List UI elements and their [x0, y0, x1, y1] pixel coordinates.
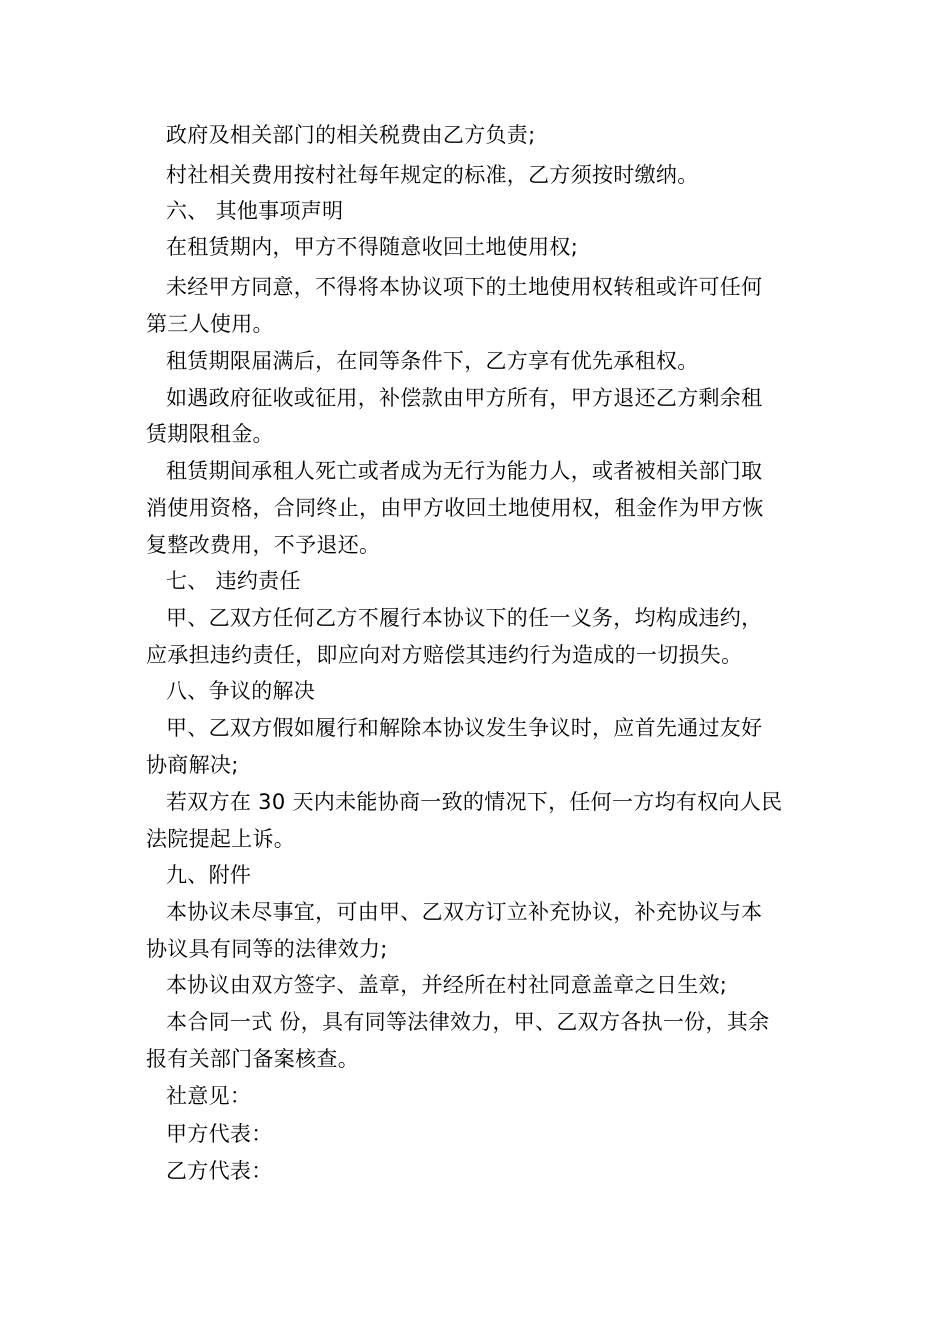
paragraph-line: 租赁期限届满后，在同等条件下，乙方享有优先承租权。: [166, 349, 699, 373]
paragraph-line: 如遇政府征收或征用，补偿款由甲方所有，甲方退还乙方剩余租: [166, 386, 763, 410]
paragraph-line: 协议具有同等的法律效力;: [146, 937, 388, 961]
paragraph-line: 报有关部门备案核查。: [146, 1047, 359, 1071]
paragraph-line: 法院提起上诉。: [146, 827, 296, 851]
section-heading: 六、 其他事项声明: [166, 199, 344, 223]
signature-label-village: 社意见：: [166, 1084, 252, 1108]
paragraph-line: 第三人使用。: [146, 312, 274, 336]
section-heading: 八、争议的解决: [166, 679, 316, 703]
paragraph-line: 赁期限租金。: [146, 422, 274, 446]
paragraph-line: 甲、乙双方假如履行和解除本协议发生争议时，应首先通过友好: [166, 716, 763, 740]
paragraph-line: 政府及相关部门的相关税费由乙方负责;: [166, 123, 536, 147]
signature-label-party-b: 乙方代表：: [166, 1159, 273, 1183]
paragraph-line: 本协议未尽事宜，可由甲、乙双方订立补充协议，补充协议与本: [166, 900, 763, 924]
section-heading: 七、 违约责任: [166, 569, 301, 593]
paragraph-line: 本合同一式 份，具有同等法律效力，甲、乙双方各执一份，其余: [166, 1010, 770, 1034]
paragraph-line: 若双方在 30 天内未能协商一致的情况下，任何一方均有权向人民: [166, 790, 783, 814]
paragraph-line: 消使用资格，合同终止，由甲方收回土地使用权，租金作为甲方恢: [146, 496, 764, 520]
paragraph-line: 本协议由双方签字、盖章，并经所在村社同意盖章之日生效;: [166, 973, 728, 997]
paragraph-line: 协商解决;: [146, 753, 239, 777]
paragraph-line: 在租赁期内，甲方不得随意收回土地使用权;: [166, 235, 579, 259]
paragraph-line: 复整改费用，不予退还。: [146, 533, 381, 557]
paragraph-line: 租赁期间承租人死亡或者成为无行为能力人，或者被相关部门取: [166, 459, 763, 483]
section-heading: 九、附件: [166, 863, 252, 887]
paragraph-line: 应承担违约责任，即应向对方赔偿其违约行为造成的一切损失。: [146, 643, 743, 667]
paragraph-line: 村社相关费用按村社每年规定的标准，乙方须按时缴纳。: [166, 163, 699, 187]
paragraph-line: 未经甲方同意，不得将本协议项下的土地使用权转租或许可任何: [166, 275, 763, 299]
paragraph-line: 甲、乙双方任何乙方不履行本协议下的任一义务，均构成违约，: [166, 606, 763, 630]
signature-label-party-a: 甲方代表：: [166, 1122, 273, 1146]
